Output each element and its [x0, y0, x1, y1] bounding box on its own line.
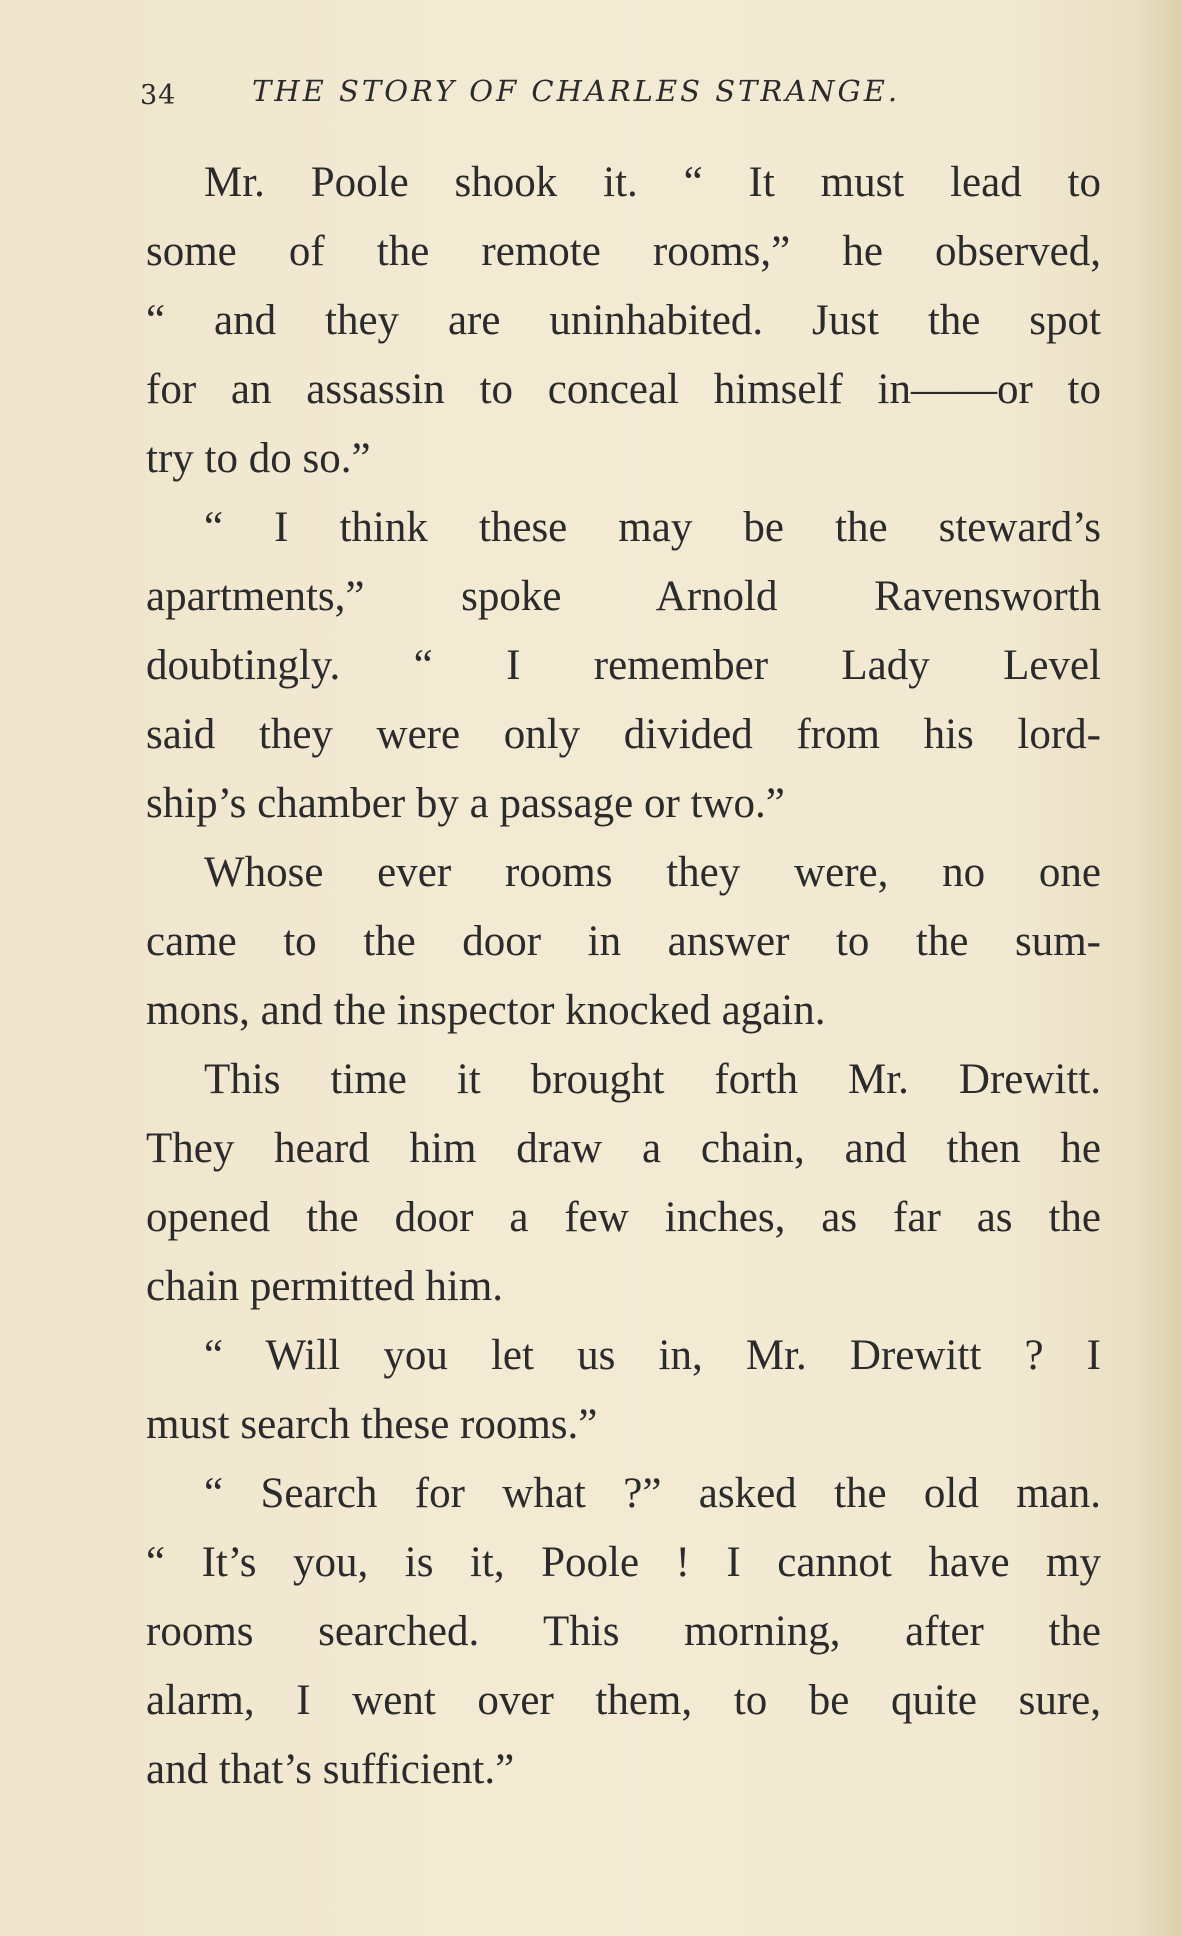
text-line: ship’s chamber by a passage or two.” [146, 780, 785, 827]
text-line: came to the door in answer to the sum- [146, 918, 1101, 965]
text-line: rooms searched. This morning, after the [146, 1608, 1101, 1655]
text-line: and that’s sufficient.” [146, 1746, 515, 1793]
text-line: “ and they are uninhabited. Just the spot [146, 297, 1101, 344]
text-line: chain permitted him. [146, 1263, 504, 1310]
text-line: must search these rooms.” [146, 1401, 598, 1448]
running-head [140, 74, 1040, 114]
body-text [146, 148, 1101, 1804]
text-line: “ Will you let us in, Mr. Drewitt ? I [204, 1332, 1101, 1379]
text-line: doubtingly. “ I remember Lady Level [146, 642, 1101, 689]
text-line: some of the remote rooms,” he observed, [146, 228, 1101, 275]
text-line: alarm, I went over them, to be quite sure, [146, 1677, 1101, 1724]
text-line: “ It’s you, is it, Poole ! I cannot have my [146, 1539, 1101, 1586]
text-line: They heard him draw a chain, and then he [146, 1125, 1101, 1172]
text-line: opened the door a few inches, as far as the [146, 1194, 1101, 1241]
running-title: THE STORY OF CHARLES STRANGE. [252, 74, 901, 108]
text-line: Whose ever rooms they were, no one [204, 849, 1101, 896]
text-line: apartments,” spoke Arnold Ravensworth [146, 573, 1101, 620]
text-line: Mr. Poole shook it. “ It must lead to [204, 159, 1101, 206]
text-line: This time it brought forth Mr. Drewitt. [204, 1056, 1101, 1103]
text-line: try to do so.” [146, 435, 371, 482]
text-line: “ I think these may be the steward’s [204, 504, 1101, 551]
page-number: 34 [140, 80, 177, 111]
text-line: for an assassin to conceal himself in——or to [146, 366, 1101, 413]
text-line: mons, and the inspector knocked again. [146, 987, 826, 1034]
text-line: “ Search for what ?” asked the old man. [204, 1470, 1101, 1517]
text-line: said they were only divided from his lord- [146, 711, 1101, 758]
